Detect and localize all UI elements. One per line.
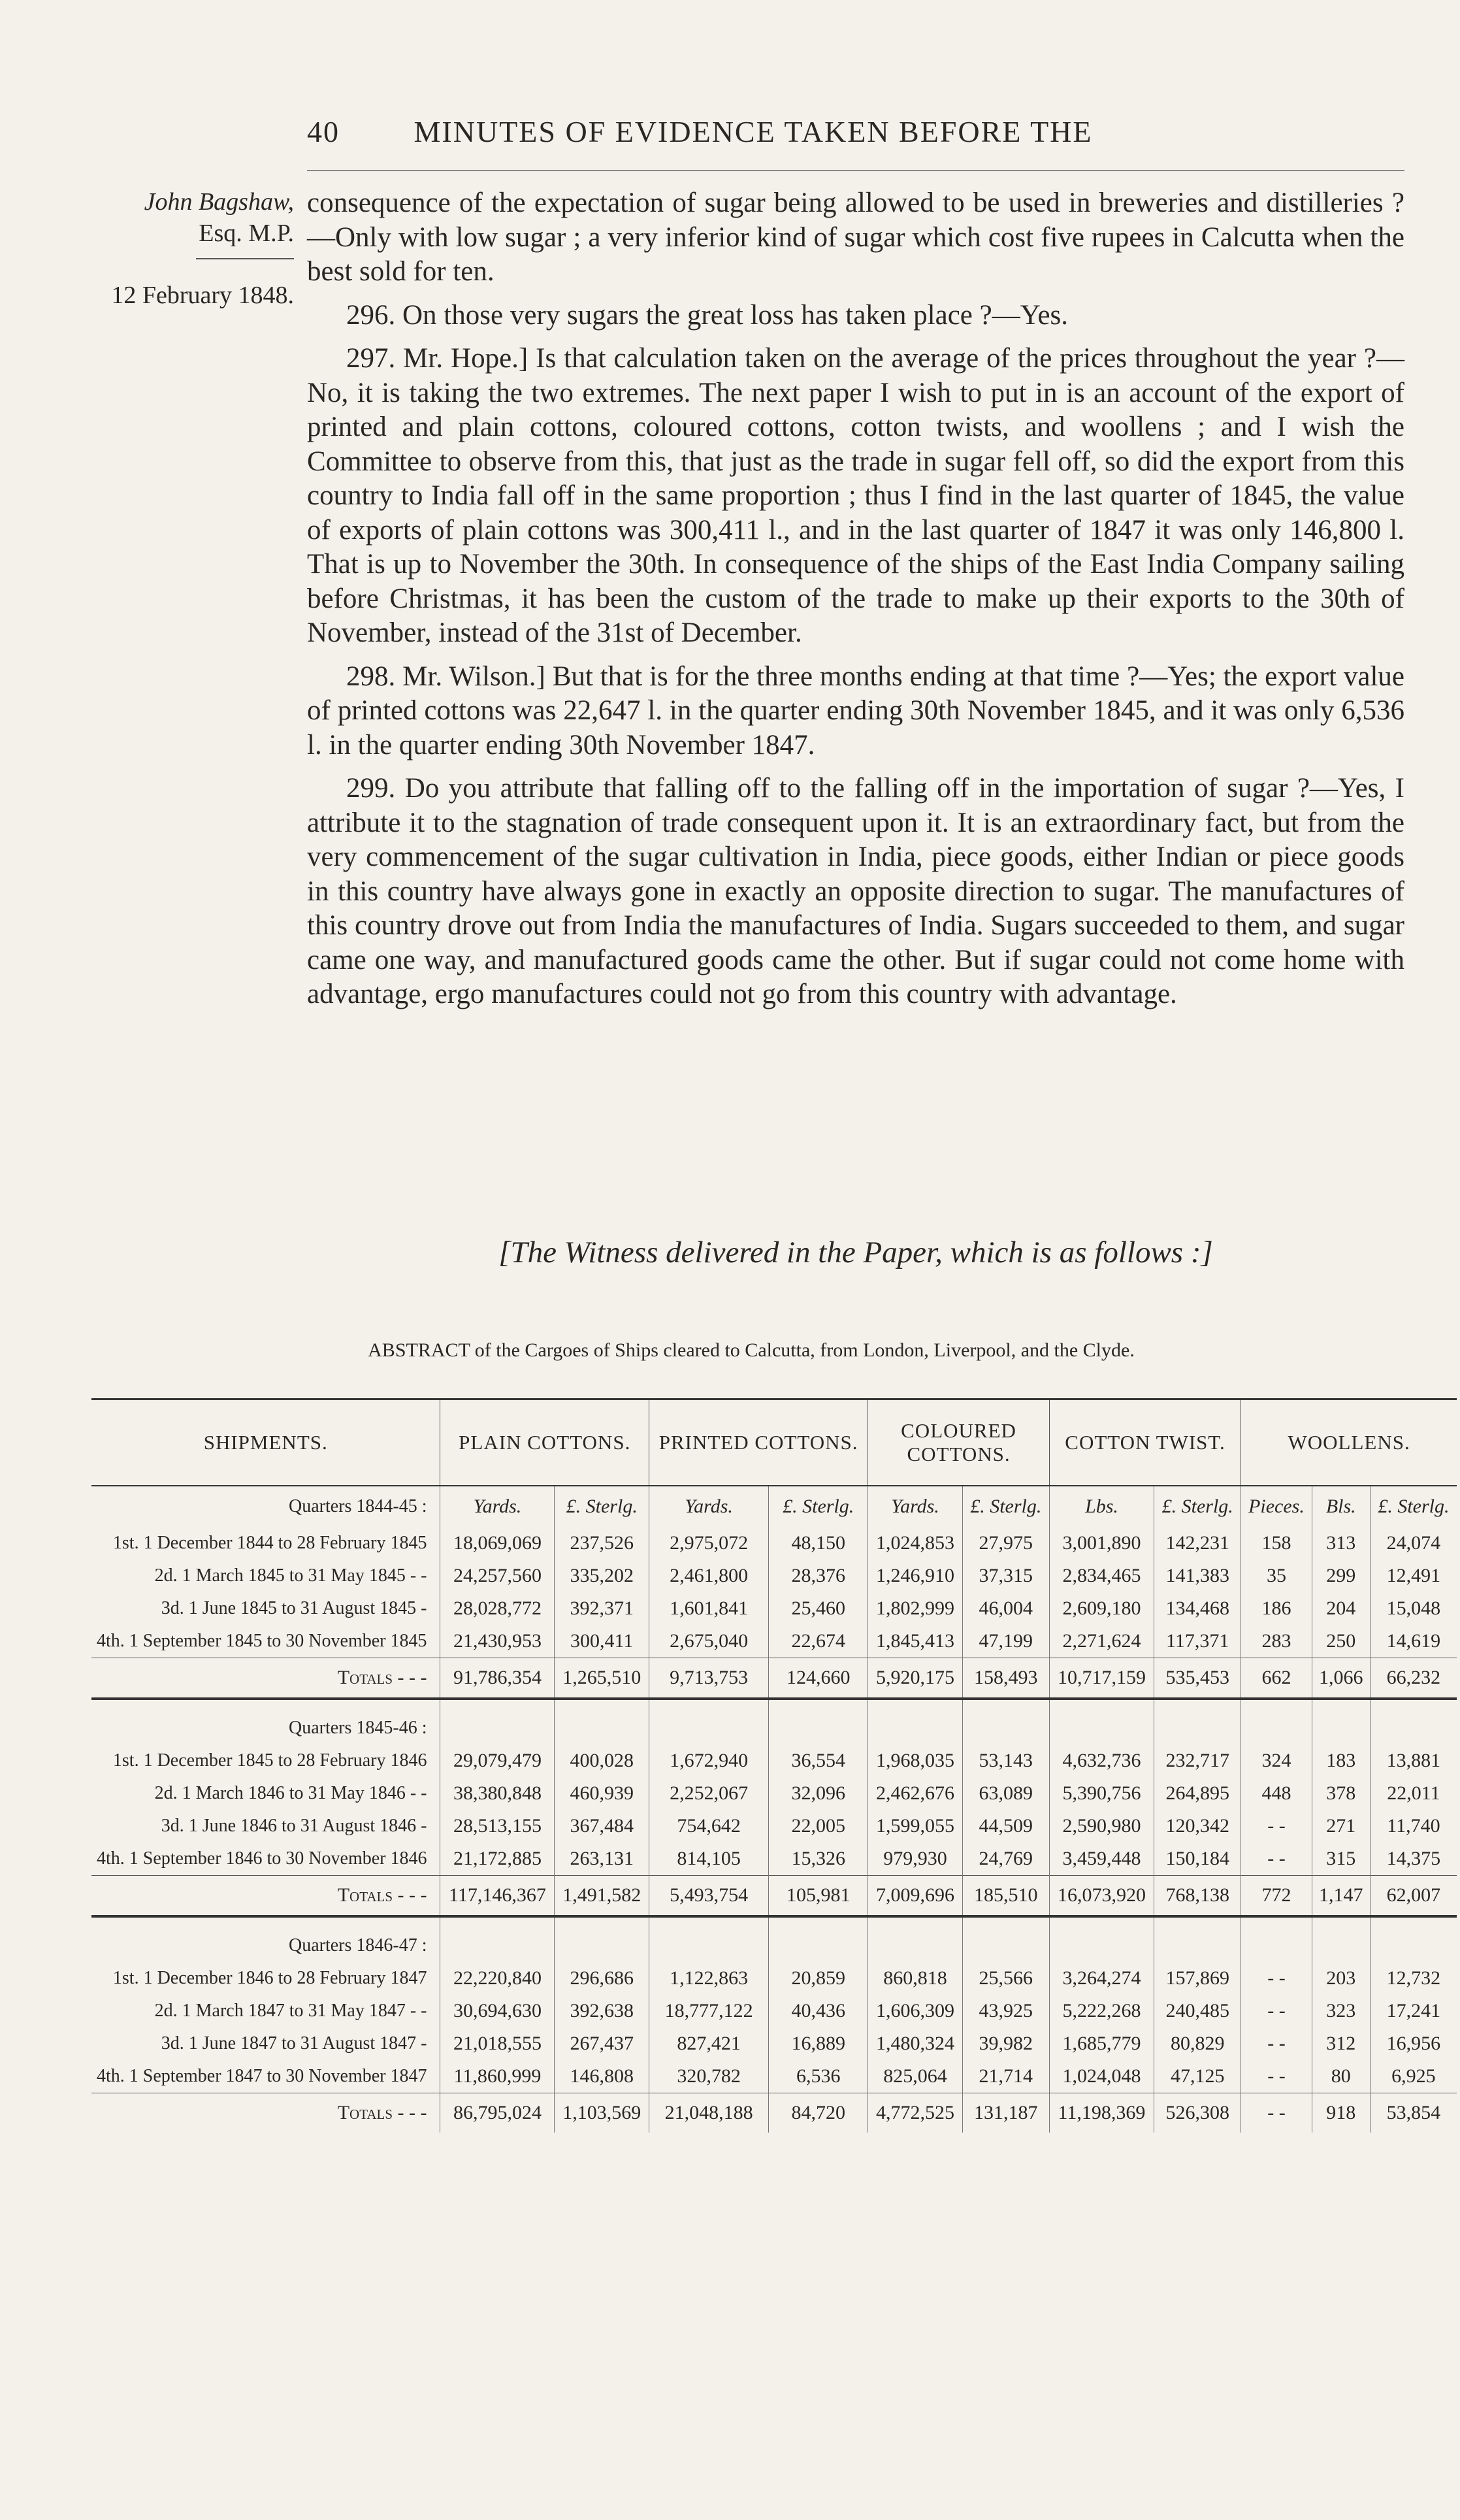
- value-cell: 320,782: [649, 2060, 769, 2093]
- total-cell: 158,493: [962, 1658, 1049, 1699]
- empty-cell: [1312, 1929, 1370, 1962]
- value-cell: 979,930: [868, 1842, 963, 1876]
- value-cell: 1,024,853: [868, 1527, 963, 1560]
- total-cell: 62,007: [1370, 1876, 1457, 1917]
- value-cell: 335,202: [555, 1560, 649, 1592]
- value-cell: 1,480,324: [868, 2027, 963, 2060]
- empty-cell: [555, 1929, 649, 1962]
- unit-cell: £. Sterlg.: [962, 1486, 1049, 1527]
- separator-cell: [1154, 1916, 1241, 1929]
- value-cell: 5,390,756: [1049, 1777, 1154, 1810]
- value-cell: 117,371: [1154, 1625, 1241, 1658]
- unit-cell: Yards.: [868, 1486, 963, 1527]
- separator-cell: [1154, 1699, 1241, 1712]
- table-row: [91, 1744, 1457, 1777]
- total-cell: 5,493,754: [649, 1876, 769, 1917]
- table-row: [91, 1527, 1457, 1560]
- value-cell: 12,732: [1370, 1962, 1457, 1995]
- value-cell: 28,028,772: [440, 1592, 555, 1625]
- value-cell: 2,975,072: [649, 1527, 769, 1560]
- total-cell: 7,009,696: [868, 1876, 963, 1917]
- value-cell: 267,437: [555, 2027, 649, 2060]
- value-cell: 16,956: [1370, 2027, 1457, 2060]
- total-cell: 662: [1241, 1658, 1312, 1699]
- total-cell: 131,187: [962, 2093, 1049, 2133]
- total-cell: 768,138: [1154, 1876, 1241, 1917]
- margin-rule: [196, 258, 294, 259]
- empty-cell: [1241, 1712, 1312, 1744]
- separator-cell: [868, 1916, 963, 1929]
- value-cell: 146,808: [555, 2060, 649, 2093]
- cargo-table: [91, 1398, 1457, 2133]
- value-cell: 30,694,630: [440, 1995, 555, 2027]
- separator-cell: [1370, 1699, 1457, 1712]
- total-cell: 1,265,510: [555, 1658, 649, 1699]
- value-cell: 29,079,479: [440, 1744, 555, 1777]
- total-cell: 1,066: [1312, 1658, 1370, 1699]
- value-cell: 400,028: [555, 1744, 649, 1777]
- separator-cell: [555, 1916, 649, 1929]
- table-row: [91, 1962, 1457, 1995]
- totals-label: Totals - - -: [91, 2093, 440, 2133]
- value-cell: 120,342: [1154, 1810, 1241, 1842]
- value-cell: 1,601,841: [649, 1592, 769, 1625]
- unit-cell: Pieces.: [1241, 1486, 1312, 1527]
- separator-cell: [440, 1916, 555, 1929]
- value-cell: 22,220,840: [440, 1962, 555, 1995]
- value-cell: 392,638: [555, 1995, 649, 2027]
- value-cell: 2,609,180: [1049, 1592, 1154, 1625]
- value-cell: 1,685,779: [1049, 2027, 1154, 2060]
- value-cell: 183: [1312, 1744, 1370, 1777]
- value-cell: 25,566: [962, 1962, 1049, 1995]
- value-cell: 237,526: [555, 1527, 649, 1560]
- empty-cell: [1241, 1929, 1312, 1962]
- value-cell: 22,011: [1370, 1777, 1457, 1810]
- value-cell: 36,554: [769, 1744, 868, 1777]
- col-printed-cottons: PRINTED COTTONS.: [649, 1399, 868, 1486]
- value-cell: 283: [1241, 1625, 1312, 1658]
- running-title: MINUTES OF EVIDENCE TAKEN BEFORE THE: [414, 115, 1093, 148]
- value-cell: 2,462,676: [868, 1777, 963, 1810]
- empty-cell: [868, 1712, 963, 1744]
- value-cell: 250: [1312, 1625, 1370, 1658]
- table-body: [91, 1486, 1457, 2133]
- value-cell: 299: [1312, 1560, 1370, 1592]
- header-rule: [307, 170, 1404, 171]
- quarter-label: 4th. 1 September 1847 to 30 November 1847: [97, 2066, 427, 2086]
- value-cell: 12,491: [1370, 1560, 1457, 1592]
- separator-cell: [1241, 1699, 1312, 1712]
- empty-cell: [1049, 1712, 1154, 1744]
- value-cell: 28,513,155: [440, 1810, 555, 1842]
- paragraph: 298. Mr. Wilson.] But that is for the three months ending at that time ?—Yes; the export value of printed cottons was 22,647 l. in the quarter ending 30th November 1845, and it was only 6,536 l. in the quarter ending 30th November 1847.: [307, 661, 1404, 761]
- value-cell: 18,069,069: [440, 1527, 555, 1560]
- totals-row: [91, 2093, 1457, 2133]
- empty-cell: [1312, 1712, 1370, 1744]
- value-cell: 15,048: [1370, 1592, 1457, 1625]
- quarter-label: 4th. 1 September 1846 to 30 November 1846: [97, 1848, 427, 1869]
- value-cell: 17,241: [1370, 1995, 1457, 2027]
- value-cell: 1,024,048: [1049, 2060, 1154, 2093]
- group-title: Quarters 1845-46 :: [288, 1718, 427, 1738]
- table-row: [91, 2027, 1457, 2060]
- value-cell: 186: [1241, 1592, 1312, 1625]
- quarter-label: 2d. 1 March 1846 to 31 May 1846 - -: [154, 1783, 427, 1803]
- unit-cell: £. Sterlg.: [1154, 1486, 1241, 1527]
- value-cell: - -: [1241, 1810, 1312, 1842]
- value-cell: 28,376: [769, 1560, 868, 1592]
- table-row: [91, 1625, 1457, 1658]
- value-cell: 11,740: [1370, 1810, 1457, 1842]
- value-cell: 20,859: [769, 1962, 868, 1995]
- separator-cell: [1049, 1916, 1154, 1929]
- value-cell: 1,606,309: [868, 1995, 963, 2027]
- totals-label: Totals - - -: [91, 1876, 440, 1917]
- empty-cell: [1370, 1929, 1457, 1962]
- empty-cell: [962, 1929, 1049, 1962]
- unit-cell: £. Sterlg.: [1370, 1486, 1457, 1527]
- value-cell: 48,150: [769, 1527, 868, 1560]
- value-cell: 141,383: [1154, 1560, 1241, 1592]
- value-cell: - -: [1241, 1842, 1312, 1876]
- value-cell: 825,064: [868, 2060, 963, 2093]
- value-cell: 300,411: [555, 1625, 649, 1658]
- table-row: [91, 1842, 1457, 1876]
- value-cell: 2,271,624: [1049, 1625, 1154, 1658]
- table-row: [91, 2060, 1457, 2093]
- empty-cell: [440, 1929, 555, 1962]
- separator-cell: [1370, 1916, 1457, 1929]
- separator-cell: [962, 1699, 1049, 1712]
- col-shipments: SHIPMENTS.: [91, 1399, 440, 1486]
- value-cell: 25,460: [769, 1592, 868, 1625]
- value-cell: 460,939: [555, 1777, 649, 1810]
- separator-cell: [91, 1699, 440, 1712]
- value-cell: 4,632,736: [1049, 1744, 1154, 1777]
- value-cell: 2,461,800: [649, 1560, 769, 1592]
- total-cell: 526,308: [1154, 2093, 1241, 2133]
- separator-cell: [1312, 1916, 1370, 1929]
- value-cell: 11,860,999: [440, 2060, 555, 2093]
- empty-cell: [649, 1712, 769, 1744]
- total-cell: 21,048,188: [649, 2093, 769, 2133]
- group-separator: [91, 1699, 1457, 1712]
- page-header: [307, 114, 1404, 149]
- value-cell: 313: [1312, 1527, 1370, 1560]
- separator-cell: [868, 1699, 963, 1712]
- value-cell: 3,001,890: [1049, 1527, 1154, 1560]
- unit-cell: Yards.: [440, 1486, 555, 1527]
- value-cell: 312: [1312, 2027, 1370, 2060]
- total-cell: 66,232: [1370, 1658, 1457, 1699]
- total-cell: 124,660: [769, 1658, 868, 1699]
- value-cell: 860,818: [868, 1962, 963, 1995]
- value-cell: 32,096: [769, 1777, 868, 1810]
- value-cell: 16,889: [769, 2027, 868, 2060]
- value-cell: 1,845,413: [868, 1625, 963, 1658]
- value-cell: 323: [1312, 1995, 1370, 2027]
- separator-cell: [1049, 1699, 1154, 1712]
- value-cell: 47,199: [962, 1625, 1049, 1658]
- value-cell: 80: [1312, 2060, 1370, 2093]
- empty-cell: [1370, 1712, 1457, 1744]
- group-title: Quarters 1846-47 :: [288, 1935, 427, 1955]
- value-cell: 46,004: [962, 1592, 1049, 1625]
- total-cell: 16,073,920: [1049, 1876, 1154, 1917]
- value-cell: 232,717: [1154, 1744, 1241, 1777]
- total-cell: 11,198,369: [1049, 2093, 1154, 2133]
- empty-cell: [1154, 1712, 1241, 1744]
- value-cell: 240,485: [1154, 1995, 1241, 2027]
- value-cell: 21,018,555: [440, 2027, 555, 2060]
- empty-cell: [962, 1712, 1049, 1744]
- margin-witness: [65, 186, 294, 249]
- total-cell: 53,854: [1370, 2093, 1457, 2133]
- total-cell: 10,717,159: [1049, 1658, 1154, 1699]
- value-cell: 37,315: [962, 1560, 1049, 1592]
- value-cell: 39,982: [962, 2027, 1049, 2060]
- value-cell: 47,125: [1154, 2060, 1241, 2093]
- empty-cell: [769, 1929, 868, 1962]
- value-cell: 5,222,268: [1049, 1995, 1154, 2027]
- table-row: [91, 1995, 1457, 2027]
- quarter-label: 2d. 1 March 1847 to 31 May 1847 - -: [154, 2001, 427, 2021]
- empty-cell: [555, 1712, 649, 1744]
- quarter-label: 1st. 1 December 1845 to 28 February 1846: [112, 1750, 427, 1771]
- quarter-label: 4th. 1 September 1845 to 30 November 1845: [97, 1631, 427, 1651]
- value-cell: 3,264,274: [1049, 1962, 1154, 1995]
- empty-cell: [649, 1929, 769, 1962]
- totals-row: [91, 1876, 1457, 1917]
- total-cell: 1,147: [1312, 1876, 1370, 1917]
- value-cell: 21,430,953: [440, 1625, 555, 1658]
- value-cell: 53,143: [962, 1744, 1049, 1777]
- group-title-row: [91, 1929, 1457, 1962]
- quarter-label: 1st. 1 December 1846 to 28 February 1847: [112, 1968, 427, 1988]
- value-cell: 367,484: [555, 1810, 649, 1842]
- separator-cell: [440, 1699, 555, 1712]
- value-cell: 271: [1312, 1810, 1370, 1842]
- value-cell: 24,769: [962, 1842, 1049, 1876]
- value-cell: 21,714: [962, 2060, 1049, 2093]
- total-cell: 9,713,753: [649, 1658, 769, 1699]
- value-cell: 24,257,560: [440, 1560, 555, 1592]
- total-cell: 5,920,175: [868, 1658, 963, 1699]
- quarter-label: 1st. 1 December 1844 to 28 February 1845: [112, 1533, 427, 1553]
- group-separator: [91, 1916, 1457, 1929]
- total-cell: 91,786,354: [440, 1658, 555, 1699]
- units-row: [91, 1486, 1457, 1527]
- value-cell: 2,252,067: [649, 1777, 769, 1810]
- value-cell: 1,599,055: [868, 1810, 963, 1842]
- table-row: [91, 1810, 1457, 1842]
- value-cell: 15,326: [769, 1842, 868, 1876]
- value-cell: 24,074: [1370, 1527, 1457, 1560]
- paragraph: 296. On those very sugars the great loss has taken place ?—Yes.: [346, 299, 1069, 331]
- total-cell: 535,453: [1154, 1658, 1241, 1699]
- value-cell: 134,468: [1154, 1592, 1241, 1625]
- total-cell: 4,772,525: [868, 2093, 963, 2133]
- col-cotton-twist: COTTON TWIST.: [1049, 1399, 1241, 1486]
- abstract-title: ABSTRACT of the Cargoes of Ships cleared to Calcutta, from London, Liverpool, and the Clyde.: [368, 1339, 1135, 1361]
- value-cell: 13,881: [1370, 1744, 1457, 1777]
- value-cell: 2,590,980: [1049, 1810, 1154, 1842]
- separator-cell: [649, 1699, 769, 1712]
- value-cell: 80,829: [1154, 2027, 1241, 2060]
- value-cell: 158: [1241, 1527, 1312, 1560]
- witness-name: John Bagshaw,: [144, 188, 294, 216]
- separator-cell: [962, 1916, 1049, 1929]
- col-coloured-cottons: COLOURED COTTONS.: [868, 1399, 1050, 1486]
- value-cell: 1,122,863: [649, 1962, 769, 1995]
- value-cell: 14,375: [1370, 1842, 1457, 1876]
- empty-cell: [769, 1712, 868, 1744]
- empty-cell: [868, 1929, 963, 1962]
- value-cell: 63,089: [962, 1777, 1049, 1810]
- unit-cell: £. Sterlg.: [769, 1486, 868, 1527]
- value-cell: 6,925: [1370, 2060, 1457, 2093]
- value-cell: 40,436: [769, 1995, 868, 2027]
- value-cell: 324: [1241, 1744, 1312, 1777]
- group-title-row: [91, 1712, 1457, 1744]
- quarter-label: 2d. 1 March 1845 to 31 May 1845 - -: [154, 1565, 427, 1586]
- table-row: [91, 1592, 1457, 1625]
- table-row: [91, 1560, 1457, 1592]
- total-cell: 185,510: [962, 1876, 1049, 1917]
- value-cell: 3,459,448: [1049, 1842, 1154, 1876]
- value-cell: 142,231: [1154, 1527, 1241, 1560]
- paper-caption: [The Witness delivered in the Paper, which is as follows :]: [498, 1235, 1213, 1269]
- value-cell: - -: [1241, 1962, 1312, 1995]
- unit-cell: Bls.: [1312, 1486, 1370, 1527]
- separator-cell: [1241, 1916, 1312, 1929]
- paragraph: consequence of the expectation of sugar being allowed to be used in breweries and distilleries ?—Only with low sugar ; a very inferior kind of sugar which cost five rupees in Calcutta when the best sold for ten.: [307, 188, 1404, 287]
- value-cell: 1,672,940: [649, 1744, 769, 1777]
- value-cell: 204: [1312, 1592, 1370, 1625]
- quarter-label: 3d. 1 June 1847 to 31 August 1847 -: [161, 2033, 427, 2054]
- value-cell: 27,975: [962, 1527, 1049, 1560]
- value-cell: 44,509: [962, 1810, 1049, 1842]
- value-cell: 21,172,885: [440, 1842, 555, 1876]
- value-cell: 203: [1312, 1962, 1370, 1995]
- total-cell: 105,981: [769, 1876, 868, 1917]
- totals-row: [91, 1658, 1457, 1699]
- value-cell: - -: [1241, 2027, 1312, 2060]
- total-cell: - -: [1241, 2093, 1312, 2133]
- table-row: [91, 1777, 1457, 1810]
- empty-cell: [1154, 1929, 1241, 1962]
- value-cell: 35: [1241, 1560, 1312, 1592]
- col-plain-cottons: PLAIN COTTONS.: [440, 1399, 649, 1486]
- value-cell: - -: [1241, 2060, 1312, 2093]
- value-cell: 754,642: [649, 1810, 769, 1842]
- value-cell: 827,421: [649, 2027, 769, 2060]
- total-cell: 918: [1312, 2093, 1370, 2133]
- col-woollens: WOOLLENS.: [1241, 1399, 1457, 1486]
- value-cell: 814,105: [649, 1842, 769, 1876]
- table-header-row: [91, 1399, 1457, 1486]
- witness-title: Esq. M.P.: [199, 220, 294, 247]
- paragraph: 299. Do you attribute that falling off to the falling off in the importation of sugar ?—Yes, I attribute it to the stagnation of trade consequent upon it. It is an extraordinary fact, but from the very commencement of the sugar cultivation in India, piece goods, either Indian or piece goods in this country have always gone in exactly an opposite direction to sugar. The manufactures of this country drove out from India the manufactures of India. Sugars succeeded to them, and sugar came one way, and manufactured goods came the other. But if sugar could not come home with advantage, ergo manufactures could not go from this country with advantage.: [307, 773, 1404, 1009]
- totals-label: Totals - - -: [91, 1658, 440, 1699]
- value-cell: 2,675,040: [649, 1625, 769, 1658]
- value-cell: 1,968,035: [868, 1744, 963, 1777]
- value-cell: 1,246,910: [868, 1560, 963, 1592]
- value-cell: 22,674: [769, 1625, 868, 1658]
- value-cell: 392,371: [555, 1592, 649, 1625]
- value-cell: 157,869: [1154, 1962, 1241, 1995]
- value-cell: 150,184: [1154, 1842, 1241, 1876]
- page-number: 40: [307, 115, 340, 148]
- value-cell: 43,925: [962, 1995, 1049, 2027]
- value-cell: - -: [1241, 1995, 1312, 2027]
- total-cell: 1,103,569: [555, 2093, 649, 2133]
- separator-cell: [649, 1916, 769, 1929]
- unit-cell: Yards.: [649, 1486, 769, 1527]
- value-cell: 378: [1312, 1777, 1370, 1810]
- separator-cell: [555, 1699, 649, 1712]
- group-title: Quarters 1844-45 :: [288, 1496, 427, 1516]
- total-cell: 772: [1241, 1876, 1312, 1917]
- unit-cell: £. Sterlg.: [555, 1486, 649, 1527]
- unit-cell: Lbs.: [1049, 1486, 1154, 1527]
- value-cell: 296,686: [555, 1962, 649, 1995]
- value-cell: 264,895: [1154, 1777, 1241, 1810]
- margin-date: 12 February 1848.: [111, 282, 294, 309]
- paragraph: 297. Mr. Hope.] Is that calculation taken on the average of the prices throughout the year ?—No, it is taking the two extremes. The next paper I wish to put in is an account of the export of printed and plain cottons, coloured cottons, cotton twists, and woollens ; and I wish the Committee to observe from this, that just as the trade in sugar fell off, so did the export from this country to India fall off in the same proportion ; thus I find in the last quarter of 1845, the value of exports of plain cottons was 300,411 l., and in the last quarter of 1847 it was only 146,800 l. That is up to November the 30th. In consequence of the ships of the East India Company sailing before Christmas, it has been the custom of the trade to make up their exports to the 30th of November, instead of the 31st of December.: [307, 343, 1404, 648]
- value-cell: 18,777,122: [649, 1995, 769, 2027]
- empty-cell: [440, 1712, 555, 1744]
- value-cell: 6,536: [769, 2060, 868, 2093]
- total-cell: 84,720: [769, 2093, 868, 2133]
- value-cell: 22,005: [769, 1810, 868, 1842]
- value-cell: 2,834,465: [1049, 1560, 1154, 1592]
- value-cell: 448: [1241, 1777, 1312, 1810]
- separator-cell: [91, 1916, 440, 1929]
- value-cell: 38,380,848: [440, 1777, 555, 1810]
- total-cell: 1,491,582: [555, 1876, 649, 1917]
- separator-cell: [769, 1916, 868, 1929]
- empty-cell: [1049, 1929, 1154, 1962]
- total-cell: 117,146,367: [440, 1876, 555, 1917]
- quarter-label: 3d. 1 June 1845 to 31 August 1845 -: [161, 1598, 427, 1618]
- value-cell: 14,619: [1370, 1625, 1457, 1658]
- separator-cell: [769, 1699, 868, 1712]
- total-cell: 86,795,024: [440, 2093, 555, 2133]
- value-cell: 315: [1312, 1842, 1370, 1876]
- evidence-text: [307, 186, 1404, 1021]
- value-cell: 263,131: [555, 1842, 649, 1876]
- value-cell: 1,802,999: [868, 1592, 963, 1625]
- separator-cell: [1312, 1699, 1370, 1712]
- quarter-label: 3d. 1 June 1846 to 31 August 1846 -: [161, 1816, 427, 1836]
